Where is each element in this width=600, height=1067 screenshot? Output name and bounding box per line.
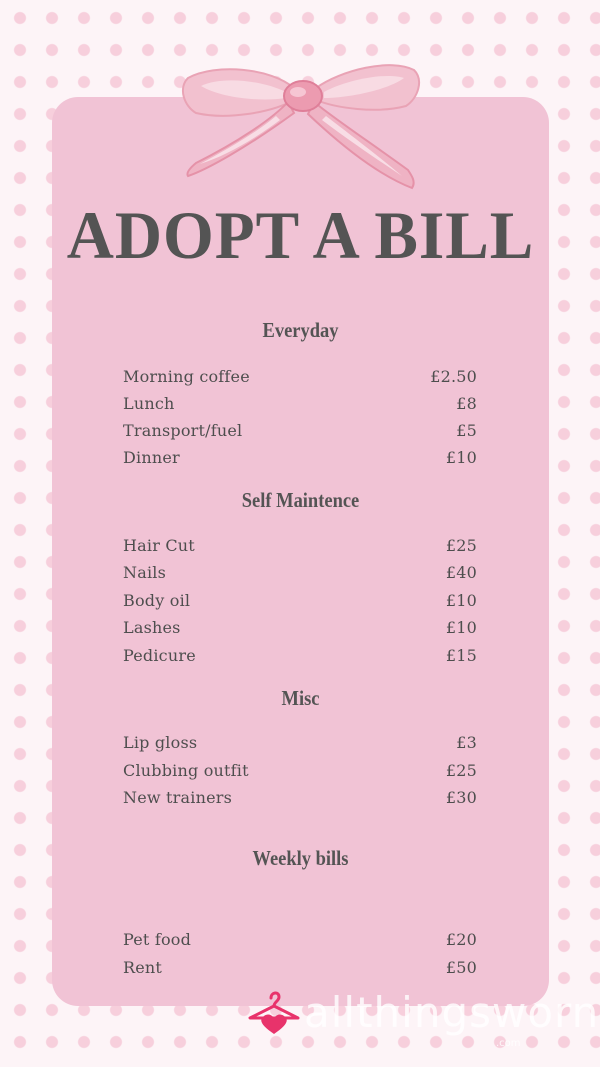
item-name: Pet food <box>123 929 192 949</box>
item-price: £25 <box>445 760 477 780</box>
bow-icon <box>176 58 426 193</box>
item-name: Hair Cut <box>123 535 195 555</box>
item-name: Lunch <box>123 393 175 413</box>
item-price: £2.50 <box>430 366 477 386</box>
list-item <box>123 534 477 556</box>
list-item <box>123 644 477 666</box>
watermark-domain: .com <box>496 1038 521 1049</box>
list-item <box>123 561 477 583</box>
list-item <box>123 446 477 468</box>
item-price: £40 <box>445 562 477 582</box>
list-item <box>123 786 477 808</box>
item-name: Lashes <box>123 617 181 637</box>
item-price: £50 <box>445 957 477 977</box>
section-title-self-maintence: Self Maintence <box>241 488 360 512</box>
list-item <box>123 616 477 638</box>
item-price: £20 <box>445 929 477 949</box>
list-item <box>123 956 477 978</box>
item-name: Clubbing outfit <box>123 760 249 780</box>
item-price: £15 <box>445 645 477 665</box>
item-price: £3 <box>456 732 477 752</box>
list-item <box>123 419 477 441</box>
item-name: Lip gloss <box>123 732 198 752</box>
item-price: £8 <box>456 393 477 413</box>
item-name: Transport/fuel <box>123 420 243 440</box>
item-name: Pedicure <box>123 645 196 665</box>
list-item <box>123 731 477 753</box>
item-price: £10 <box>445 447 477 467</box>
item-name: Dinner <box>123 447 180 467</box>
item-name: Rent <box>123 957 163 977</box>
item-price: £25 <box>445 535 477 555</box>
section-title-everyday: Everyday <box>262 318 339 342</box>
list-item <box>123 928 477 950</box>
list-item <box>123 365 477 387</box>
item-name: New trainers <box>123 787 233 807</box>
section-title-misc: Misc <box>281 686 320 710</box>
item-price: £10 <box>445 617 477 637</box>
list-item <box>123 392 477 414</box>
item-price: £10 <box>445 590 477 610</box>
watermark-text: allthingsworn <box>304 988 600 1037</box>
list-item <box>123 759 477 781</box>
item-name: Nails <box>123 562 166 582</box>
item-name: Morning coffee <box>123 366 250 386</box>
section-title-weekly-bills: Weekly bills <box>252 846 349 870</box>
item-price: £5 <box>456 420 477 440</box>
hanger-heart-icon <box>244 984 304 1040</box>
item-name: Body oil <box>123 590 191 610</box>
item-price: £30 <box>445 787 477 807</box>
list-item <box>123 589 477 611</box>
page-title: ADOPT A BILL <box>66 197 535 273</box>
